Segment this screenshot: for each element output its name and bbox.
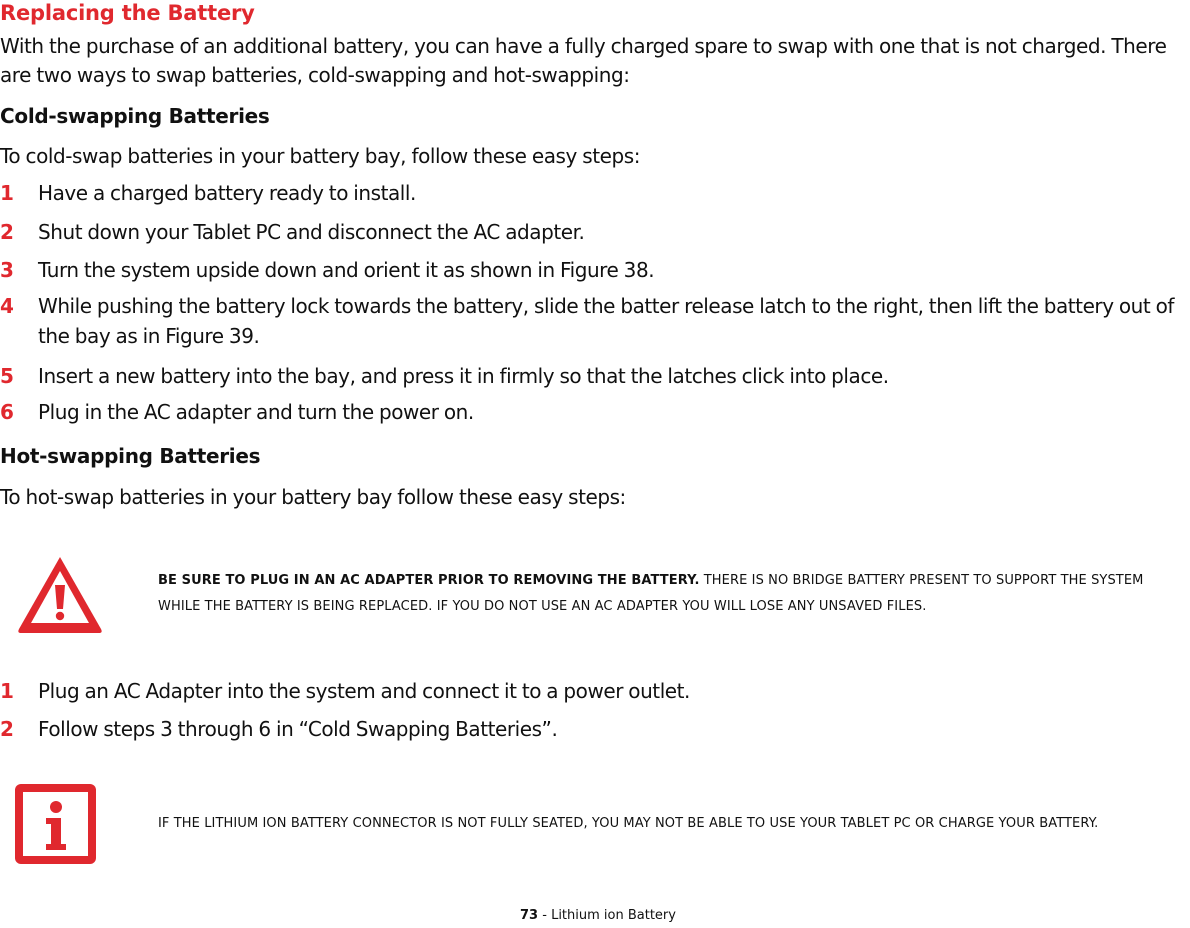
warning-triangle-icon — [15, 553, 105, 635]
step-number: 1 — [0, 181, 14, 205]
step-number: 1 — [0, 679, 14, 703]
cold-step — [0, 291, 1190, 351]
cold-step — [0, 217, 1190, 247]
warning-bold: BE SURE TO PLUG IN AN AC ADAPTER PRIOR TO REMOVING THE BATTERY. — [158, 573, 700, 588]
cold-step — [0, 255, 1190, 285]
cold-step — [0, 361, 1190, 391]
cold-step — [0, 397, 1190, 427]
step-text: Plug in the AC adapter and turn the power on. — [38, 400, 474, 424]
warning-text: THERE IS NO BRIDGE BATTERY PRESENT TO SUPPORT THE SYSTEM WHILE THE BATTERY IS BEING REPLACED. IF YOU DO NOT USE AN AC ADAPTER YOU WILL LOSE ANY UNSAVED FILES. — [158, 573, 1144, 614]
cold-step — [0, 178, 1190, 208]
step-number: 5 — [0, 364, 14, 388]
page-number: 73 — [520, 908, 539, 923]
step-text: Have a charged battery ready to install. — [38, 181, 416, 205]
info-note: IF THE LITHIUM ION BATTERY CONNECTOR IS NOT FULLY SEATED, YOU MAY NOT BE ABLE TO USE YOUR TABLET PC OR CHARGE YOUR BATTERY. — [158, 816, 1099, 831]
step-number: 2 — [0, 220, 14, 244]
hot-swap-lead: To hot-swap batteries in your battery bay follow these easy steps: — [0, 485, 626, 509]
step-text: Shut down your Tablet PC and disconnect the AC adapter. — [38, 220, 585, 244]
step-number: 2 — [0, 717, 14, 741]
step-text: While pushing the battery lock towards the battery, slide the batter release latch to the right, then lift the battery out of the bay as in Figure 39. — [38, 294, 1174, 348]
step-number: 3 — [0, 258, 14, 282]
hot-swap-heading: Hot-swapping Batteries — [0, 444, 261, 468]
hot-step — [0, 714, 1190, 744]
step-number: 4 — [0, 294, 14, 318]
page-footer — [0, 906, 1190, 926]
warning-note — [158, 568, 1168, 620]
step-number: 6 — [0, 400, 14, 424]
footer-separator: - — [538, 908, 552, 923]
hot-step — [0, 676, 1190, 706]
info-icon — [13, 782, 98, 866]
chapter-name: Lithium ion Battery — [551, 908, 676, 923]
step-text: Insert a new battery into the bay, and press it in firmly so that the latches click into place. — [38, 364, 889, 388]
step-text: Follow steps 3 through 6 in “Cold Swapping Batteries”. — [38, 717, 558, 741]
intro-paragraph: With the purchase of an additional battery, you can have a fully charged spare to swap with one that is not charged. There are two ways to swap batteries, cold-swapping and hot-swapping: — [0, 34, 1167, 87]
cold-swap-lead: To cold-swap batteries in your battery bay, follow these easy steps: — [0, 144, 641, 168]
step-text: Turn the system upside down and orient it as shown in Figure 38. — [38, 258, 655, 282]
step-text: Plug an AC Adapter into the system and connect it to a power outlet. — [38, 679, 690, 703]
section-title: Replacing the Battery — [0, 1, 255, 25]
cold-swap-heading: Cold-swapping Batteries — [0, 104, 270, 128]
